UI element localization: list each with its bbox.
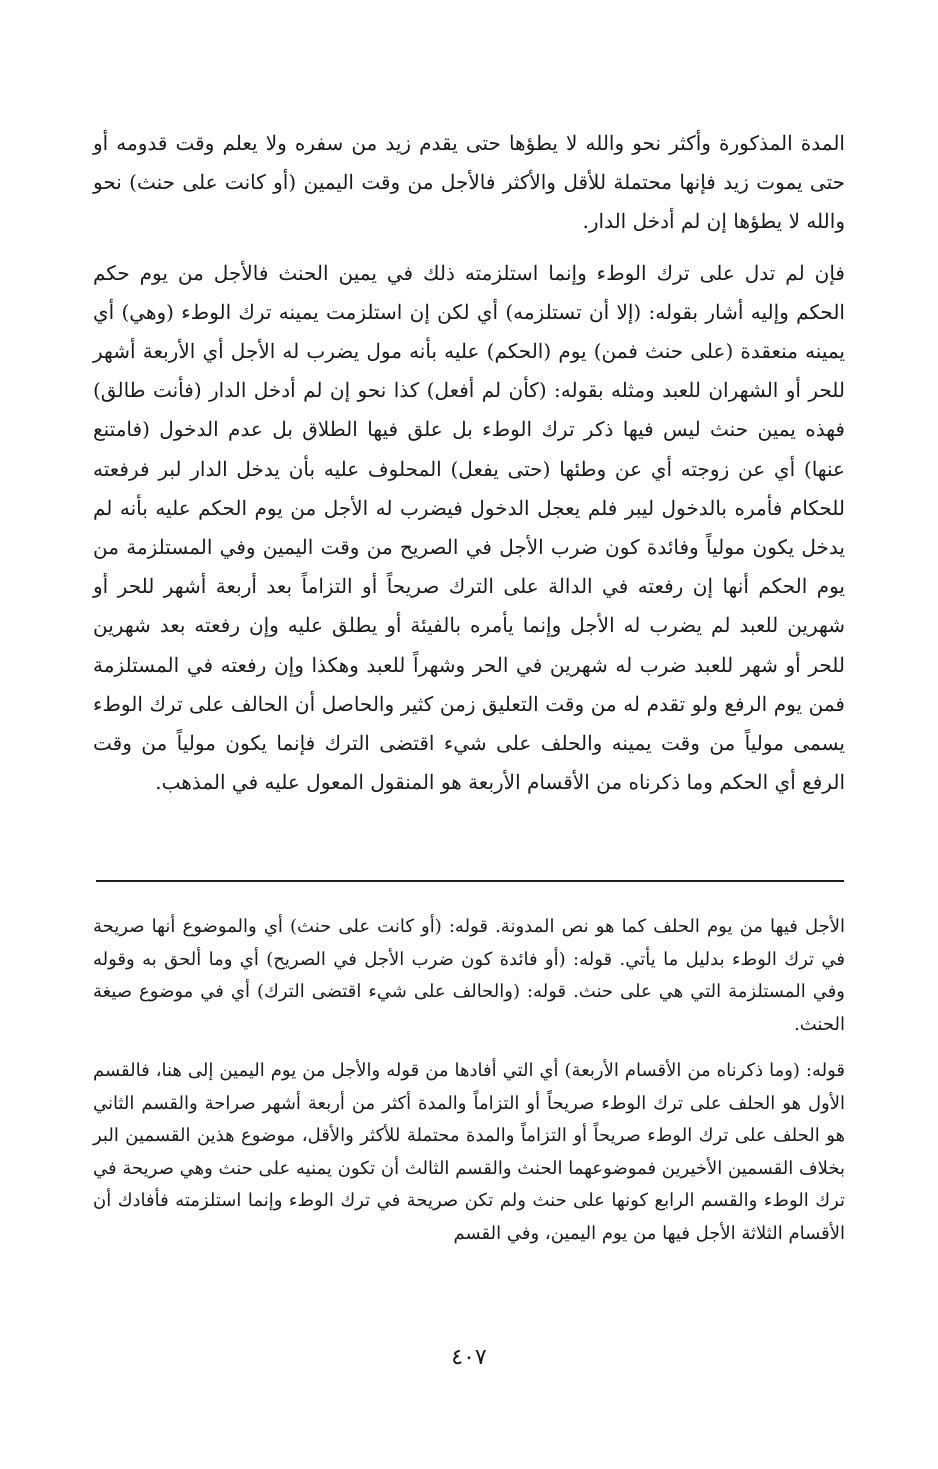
page-number: ٤٠٧ bbox=[451, 1345, 487, 1370]
footnote-paragraph-1: الأجل فيها من يوم الحلف كما هو نص المدونة. قوله: (أو كانت على حنث) أي والموضوع أنها صريحة في ترك الوطء بدليل ما يأتي. قوله: (أو فائدة كون ضرب الأجل في الصريح) أي وما ألحق به وقوله وفي المستلزمة التي هي على حنث. قوله: (والحالف على شيء اقتضى الترك) أي في موضوع صيغة الحنث. bbox=[93, 916, 845, 1035]
main-paragraph-1: المدة المذكورة وأكثر نحو والله لا يطؤها حتى يقدم زيد من سفره ولا يعلم وقت قدومه أو حتى يموت زيد فإنها محتملة للأقل والأكثر فالأجل من وقت اليمين (أو كانت على حنث) نحو والله لا يطؤها إن لم أدخل الدار. bbox=[93, 131, 845, 234]
main-body-text bbox=[93, 124, 845, 802]
footnote-separator-rule bbox=[96, 880, 844, 882]
footnotes-section bbox=[93, 911, 845, 1250]
main-paragraph-2: فإن لم تدل على ترك الوطء وإنما استلزمته ذلك في يمين الحنث فالأجل من يوم حكم الحكم وإليه أشار بقوله: (إلا أن تستلزمه) أي لكن إن استلزمت يمينه ترك الوطء (وهي) أي يمينه منعقدة (على حنث فمن) يوم (الحكم) عليه بأنه مول يضرب له الأجل أي الأربعة أشهر للحر أو الشهران للعبد ومثله بقوله: (كأن لم أفعل) كذا نحو إن لم أدخل الدار (فأنت طالق) فهذه يمين حنث ليس فيها ذكر ترك الوطء بل علق فيها الطلاق بل عدم الدخول (فامتنع عنها) أي عن زوجته أي عن وطئها (حتى يفعل) المحلوف عليه بأن يدخل الدار لبر فرفعته للحكام فأمره بالدخول ليبر فلم يعجل الدخول فيضرب له الأجل من يوم الحكم عليه بأنه لم يدخل يكون مولياً وفائدة كون ضرب الأجل في الصريح من وقت اليمين وفي المستلزمة من يوم الحكم أنها إن رفعته في الدالة على الترك صريحاً أو التزاماً بعد أربعة أشهر للحر أو شهرين للعبد لم يضرب له الأجل وإنما يأمره بالفيئة أو يطلق عليه وإن رفعته بعد شهرين للحر أو شهر للعبد ضرب له شهرين في الحر وشهراً للعبد وهكذا وإن رفعته في المستلزمة فمن يوم الرفع ولو تقدم له من وقت التعليق زمن كثير والحاصل أن الحالف على ترك الوطء يسمى مولياً من وقت يمينه والحلف على شيء اقتضى الترك فإنما يكون مولياً من وقت الرفع أي الحكم وما ذكرناه من الأقسام الأربعة هو المنقول المعول عليه في المذهب. bbox=[93, 260, 846, 795]
footnote-paragraph-2: قوله: (وما ذكرناه من الأقسام الأربعة) أي التي أفادها من قوله والأجل من يوم اليمين إلى هنا، فالقسم الأول هو الحلف على ترك الوطء صريحاً أو التزاماً والمدة أكثر من أربعة أشهر صراحة والقسم الثاني هو الحلف على ترك الوطء صريحاً أو التزاماً والمدة محتملة للأكثر والأقل، موضوع هذين القسمين البر بخلاف القسمين الأخيرين فموضوعهما الحنث والقسم الثالث أن تكون يمنيه على حنث وهي صريحة في ترك الوطء والقسم الرابع كونها على حنث ولم تكن صريحة في ترك الوطء وإنما استلزمته فأفادك أن الأقسام الثلاثة الأجل فيها من يوم اليمين، وفي القسم bbox=[93, 1060, 845, 1244]
